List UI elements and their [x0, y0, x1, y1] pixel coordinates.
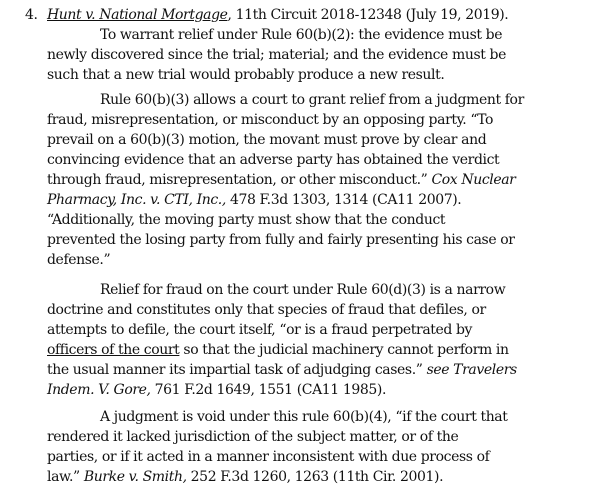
p2-line-8: prevented the losing party from fully and fairly presenting his case or [47, 232, 515, 248]
p3-line-4 [47, 341, 509, 360]
case-citation: , 11th Circuit 2018-12348 (July 19, 2019). [227, 7, 509, 23]
case-cite-travelers: see Travelers [426, 362, 517, 378]
officers-of-court-link[interactable]: officers of the court [47, 342, 180, 358]
case-heading [47, 6, 508, 25]
p4-line-2: rendered it lacked jurisdiction of the subject matter, or of the [47, 429, 459, 445]
p3-line-5-text: the usual manner its impartial task of adjudging cases.” [47, 362, 427, 378]
p3-line-1: Relief for fraud on the court under Rule 60(d)(3) is a narrow [100, 282, 506, 298]
p3-line-6-text: 761 F.2d 1649, 1551 (CA11 1985). [150, 382, 387, 398]
case-cite-cox: Cox Nuclear [431, 172, 516, 188]
p3-line-3: attempts to defile, the court itself, “or is a fraud perpetrated by [47, 322, 473, 338]
p4-line-4-post: 252 F.3d 1260, 1263 (11th Cir. 2001). [186, 469, 444, 485]
p4-line-4-pre: law.” [47, 469, 84, 485]
p2-line-3: prevail on a 60(b)(3) motion, the movant must prove by clear and [47, 132, 487, 148]
p4-line-3: parties, or if it acted in a manner inconsistent with due process of [47, 449, 490, 465]
p4-line-4 [47, 468, 443, 487]
p2-line-6 [47, 191, 461, 210]
p3-line-2: doctrine and constitutes only that species of fraud that defiles, or [47, 302, 486, 318]
case-name-link[interactable]: Hunt v. National Mortgage [47, 7, 228, 23]
p1-line-3: such that a new trial would probably produce a new result. [47, 67, 445, 83]
p3-line-5 [47, 361, 517, 380]
case-cite-travelers-cont: Indem. V. Gore, [47, 382, 151, 398]
list-number: 4. [25, 7, 38, 23]
p2-line-5-text: through fraud, misrepresentation, or other misconduct.” [47, 172, 432, 188]
p2-line-9: defense.” [47, 252, 111, 268]
p3-line-6 [47, 381, 386, 400]
p4-line-1: A judgment is void under this rule 60(b)(4), “if the court that [100, 409, 508, 425]
case-cite-burke: Burke v. Smith, [83, 469, 187, 485]
p2-line-4: convincing evidence that an adverse party has obtained the verdict [47, 152, 500, 168]
p2-line-2: fraud, misrepresentation, or misconduct by an opposing party. “To [47, 112, 493, 128]
p1-line-2: newly discovered since the trial; material; and the evidence must be [47, 47, 506, 63]
p2-line-5 [47, 171, 515, 190]
case-cite-cox-cont: Pharmacy, Inc. v. CTI, Inc., [47, 192, 226, 208]
p2-line-6-text: 478 F.3d 1303, 1314 (CA11 2007). [225, 192, 462, 208]
p1-line-1: To warrant relief under Rule 60(b)(2): the evidence must be [100, 27, 503, 43]
p3-line-4-text: so that the judicial machinery cannot perform in [179, 342, 509, 358]
p2-line-7: “Additionally, the moving party must show that the conduct [47, 212, 446, 228]
p2-line-1: Rule 60(b)(3) allows a court to grant relief from a judgment for [100, 92, 524, 108]
